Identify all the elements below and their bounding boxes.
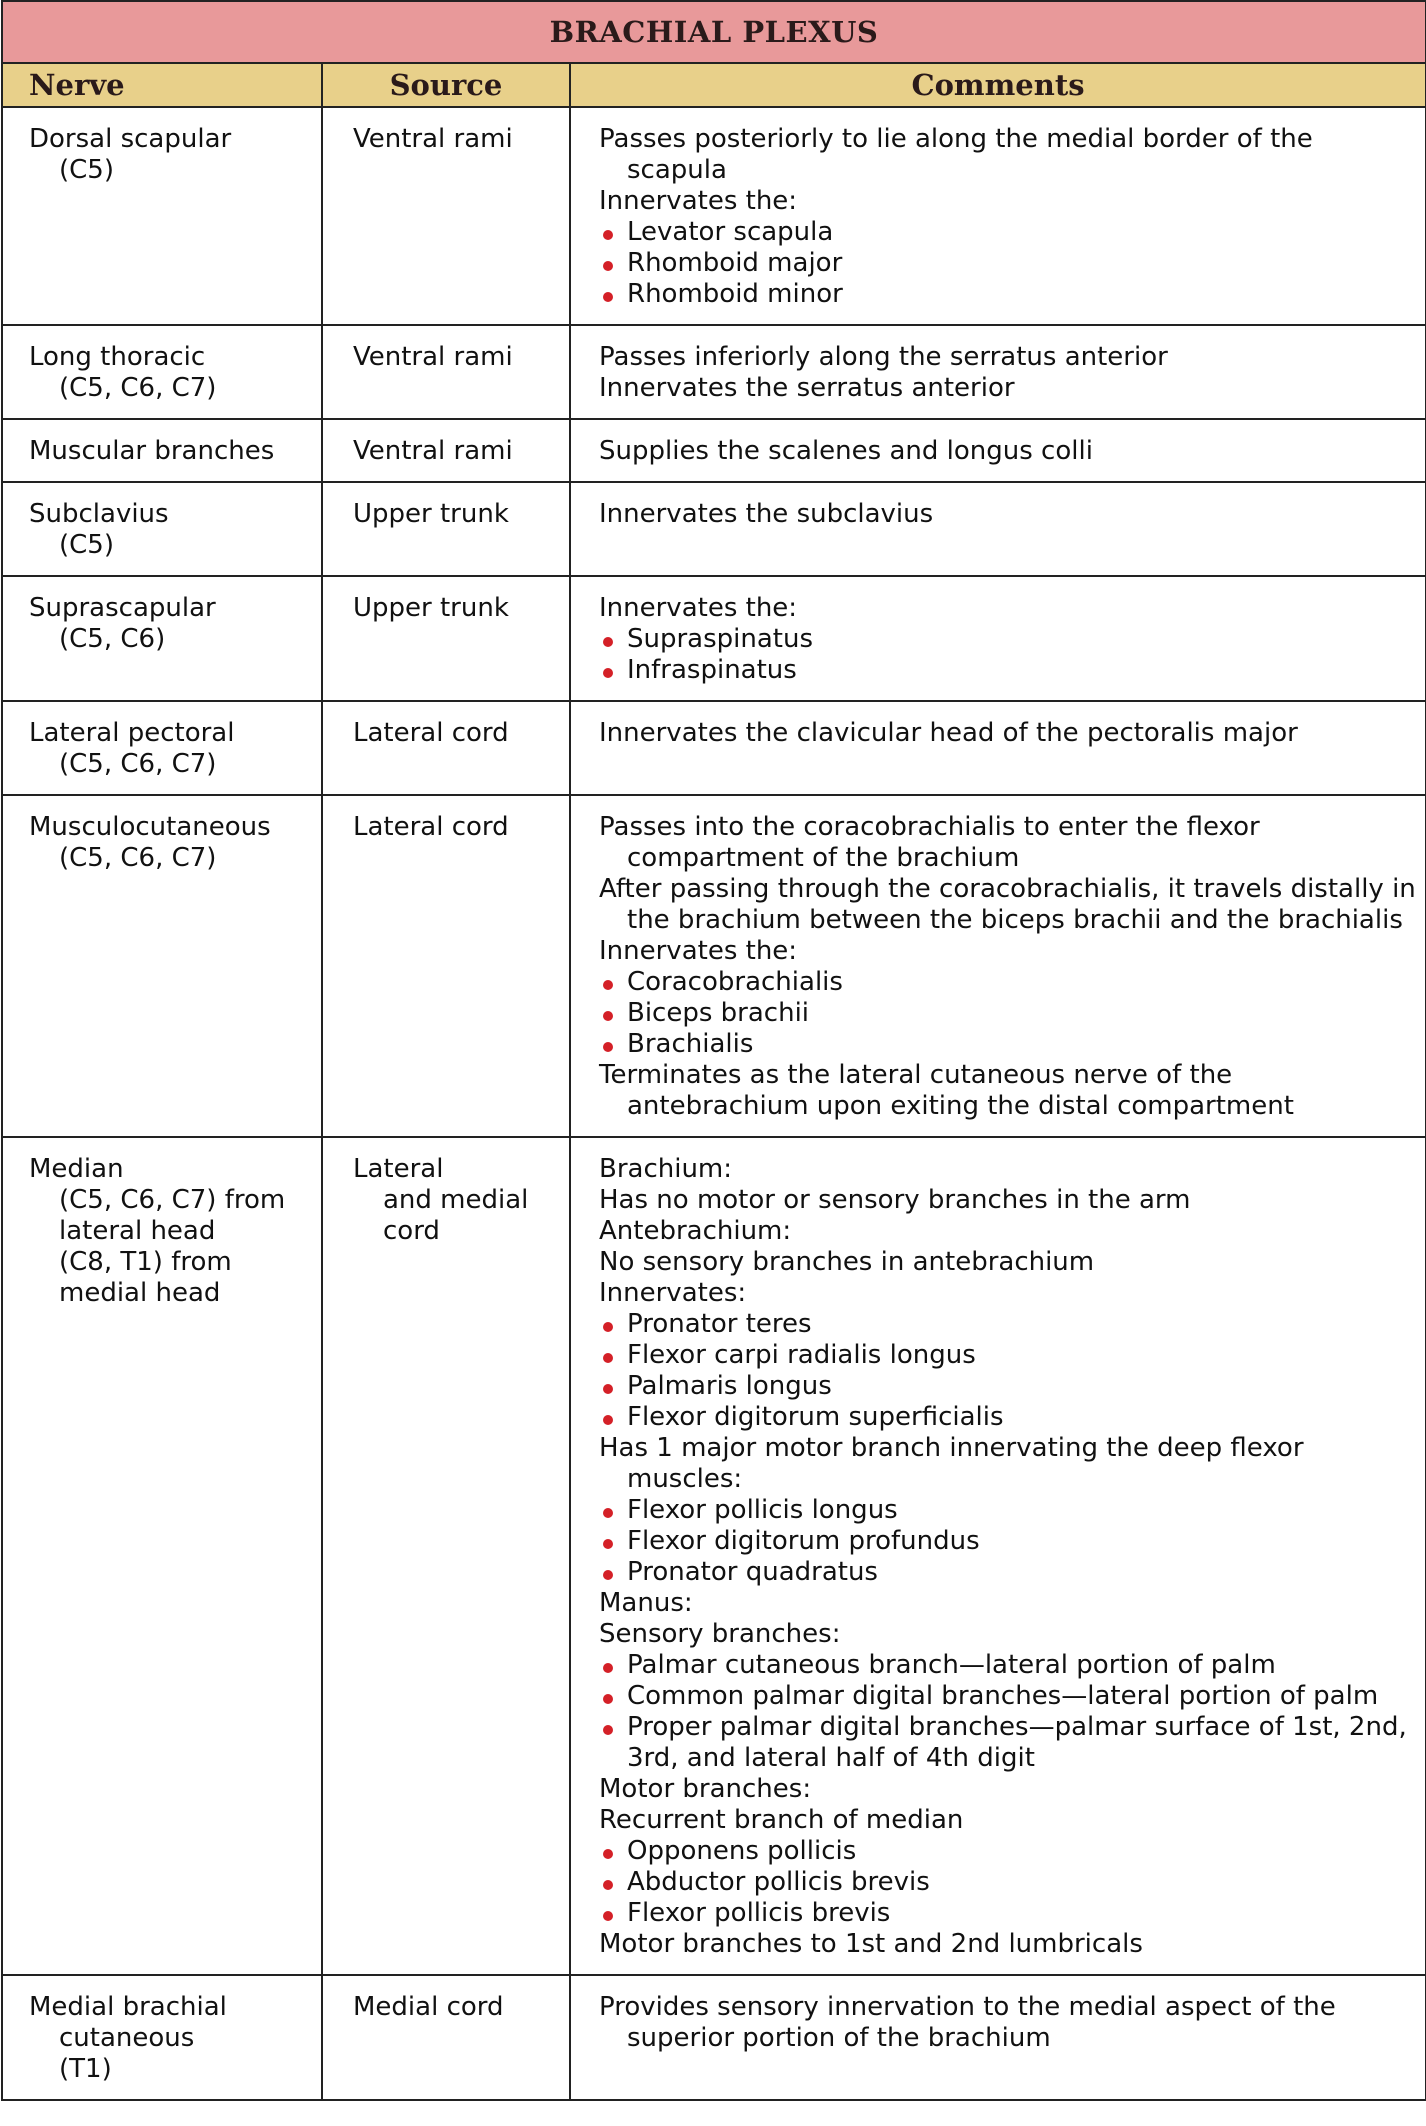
bullet-text: Pronator quadratus xyxy=(627,1557,878,1587)
nerve-line: (T1) xyxy=(59,2054,112,2084)
comment-line: Innervates the: xyxy=(599,593,798,623)
nerve-line: (C5) xyxy=(59,155,114,185)
source-cell xyxy=(322,482,570,576)
bullet-dot-icon xyxy=(603,1570,613,1580)
source-cell xyxy=(322,419,570,482)
nerve-cell xyxy=(2,1975,322,2100)
bullet-item xyxy=(599,1650,1419,1681)
nerve-cell xyxy=(2,701,322,795)
column-header-source: Source xyxy=(322,63,570,107)
bullet-dot-icon xyxy=(603,1725,613,1735)
bullet-text: Pronator teres xyxy=(627,1309,812,1339)
source-line: Medial cord xyxy=(353,1992,504,2022)
nerve-line: Long thoracic xyxy=(29,342,206,372)
bullet-item xyxy=(599,1836,1419,1867)
bullet-item xyxy=(599,1402,1419,1433)
bullet-dot-icon xyxy=(603,1911,613,1921)
comment-line: Innervates the clavicular head of the pectoralis major xyxy=(599,718,1298,748)
bullet-dot-icon xyxy=(603,637,613,647)
table-body xyxy=(2,107,1426,2100)
nerve-line: Lateral pectoral xyxy=(29,718,235,748)
comments-cell xyxy=(570,107,1426,325)
comments-cell xyxy=(570,576,1426,701)
bullet-item xyxy=(599,279,1419,310)
comment-line: Passes posteriorly to lie along the medial border of the scapula xyxy=(599,124,1313,185)
nerve-cell xyxy=(2,795,322,1137)
source-cell xyxy=(322,795,570,1137)
table-row xyxy=(2,107,1426,325)
bullet-text: Flexor carpi radialis longus xyxy=(627,1340,976,1370)
source-cell xyxy=(322,107,570,325)
comment-line: Supplies the scalenes and longus colli xyxy=(599,436,1093,466)
comment-line: Innervates the subclavius xyxy=(599,499,934,529)
bullet-dot-icon xyxy=(603,1011,613,1021)
bullet-item xyxy=(599,1029,1419,1060)
table-row xyxy=(2,795,1426,1137)
source-line: Ventral rami xyxy=(353,436,513,466)
comment-line: Antebrachium: xyxy=(599,1216,792,1246)
table-row xyxy=(2,1975,1426,2100)
bullet-text: Supraspinatus xyxy=(627,624,814,654)
comments-cell xyxy=(570,701,1426,795)
bullet-item xyxy=(599,1681,1419,1712)
nerve-cell xyxy=(2,107,322,325)
comment-line: Manus: xyxy=(599,1588,693,1618)
nerve-line: (C5, C6, C7) from lateral head xyxy=(59,1185,286,1246)
bullet-dot-icon xyxy=(603,1322,613,1332)
comment-line: Brachium: xyxy=(599,1154,733,1184)
comment-line: After passing through the coracobrachialis, it travels distally in the brachium between the biceps brachii and the brachialis xyxy=(599,874,1416,935)
comment-line: Passes into the coracobrachialis to enter the flexor compartment of the brachium xyxy=(599,812,1260,873)
nerve-cell xyxy=(2,482,322,576)
bullet-item xyxy=(599,1526,1419,1557)
comment-line: Innervates the serratus anterior xyxy=(599,373,1015,403)
nerve-line: Dorsal scapular xyxy=(29,124,232,154)
table-title: BRACHIAL PLEXUS xyxy=(2,1,1426,63)
nerve-line: (C5, C6, C7) xyxy=(59,843,217,873)
source-line: Lateral cord xyxy=(353,812,509,842)
comment-line: Innervates the: xyxy=(599,936,798,966)
bullet-text: Abductor pollicis brevis xyxy=(627,1867,930,1897)
comment-line: Innervates: xyxy=(599,1278,747,1308)
bullet-text: Common palmar digital branches—lateral portion of palm xyxy=(627,1681,1379,1711)
comment-line: Motor branches to 1st and 2nd lumbricals xyxy=(599,1929,1143,1959)
bullet-text: Rhomboid major xyxy=(627,248,843,278)
nerve-line: Subclavius xyxy=(29,499,169,529)
comment-line: Has no motor or sensory branches in the arm xyxy=(599,1185,1191,1215)
nerve-line: (C5, C6, C7) xyxy=(59,373,217,403)
bullet-item xyxy=(599,1309,1419,1340)
source-cell xyxy=(322,1975,570,2100)
nerve-line: (C5) xyxy=(59,530,114,560)
column-header-comments: Comments xyxy=(570,63,1426,107)
bullet-dot-icon xyxy=(603,668,613,678)
bullet-item xyxy=(599,1557,1419,1588)
bullet-dot-icon xyxy=(603,1694,613,1704)
source-cell xyxy=(322,1137,570,1975)
bullet-item xyxy=(599,624,1419,655)
comments-cell xyxy=(570,482,1426,576)
bullet-dot-icon xyxy=(603,1384,613,1394)
bullet-dot-icon xyxy=(603,1415,613,1425)
bullet-dot-icon xyxy=(603,1353,613,1363)
table-row xyxy=(2,482,1426,576)
bullet-item xyxy=(599,248,1419,279)
nerve-line: cutaneous xyxy=(59,2023,195,2053)
source-line: Lateral cord xyxy=(353,718,509,748)
nerve-line: (C5, C6) xyxy=(59,624,166,654)
bullet-text: Proper palmar digital branches—palmar surface of 1st, 2nd, 3rd, and lateral half of 4th digit xyxy=(627,1712,1407,1773)
comments-cell xyxy=(570,1137,1426,1975)
source-line: Upper trunk xyxy=(353,593,509,623)
bullet-item xyxy=(599,655,1419,686)
bullet-item xyxy=(599,1371,1419,1402)
bullet-text: Flexor digitorum profundus xyxy=(627,1526,980,1556)
bullet-dot-icon xyxy=(603,1042,613,1052)
bullet-item xyxy=(599,998,1419,1029)
nerve-line: Suprascapular xyxy=(29,593,216,623)
bullet-text: Biceps brachii xyxy=(627,998,810,1028)
comment-line: Innervates the: xyxy=(599,186,798,216)
bullet-text: Levator scapula xyxy=(627,217,834,247)
bullet-dot-icon xyxy=(603,261,613,271)
bullet-text: Palmar cutaneous branch—lateral portion of palm xyxy=(627,1650,1276,1680)
bullet-dot-icon xyxy=(603,980,613,990)
bullet-text: Flexor pollicis longus xyxy=(627,1495,898,1525)
nerve-cell xyxy=(2,419,322,482)
nerve-line: (C8, T1) from medial head xyxy=(59,1247,232,1308)
source-cell xyxy=(322,576,570,701)
nerve-line: Muscular branches xyxy=(29,436,275,466)
bullet-text: Infraspinatus xyxy=(627,655,797,685)
bullet-text: Palmaris longus xyxy=(627,1371,832,1401)
bullet-item xyxy=(599,1495,1419,1526)
table-row xyxy=(2,1137,1426,1975)
comments-cell xyxy=(570,795,1426,1137)
comment-line: Motor branches: xyxy=(599,1774,812,1804)
bullet-item xyxy=(599,1898,1419,1929)
bullet-item xyxy=(599,1712,1419,1774)
comment-line: Sensory branches: xyxy=(599,1619,841,1649)
table-row xyxy=(2,419,1426,482)
bullet-text: Opponens pollicis xyxy=(627,1836,857,1866)
source-cell xyxy=(322,701,570,795)
bullet-dot-icon xyxy=(603,1663,613,1673)
bullet-item xyxy=(599,1867,1419,1898)
nerve-line: Medial brachial xyxy=(29,1992,227,2022)
bullet-text: Flexor digitorum superficialis xyxy=(627,1402,1004,1432)
nerve-line: Median xyxy=(29,1154,124,1184)
table-row xyxy=(2,701,1426,795)
comment-line: Provides sensory innervation to the medial aspect of the superior portion of the brachium xyxy=(599,1992,1336,2053)
bullet-dot-icon xyxy=(603,1508,613,1518)
bullet-dot-icon xyxy=(603,1849,613,1859)
comment-line: Recurrent branch of median xyxy=(599,1805,964,1835)
bullet-item xyxy=(599,967,1419,998)
comment-line: Passes inferiorly along the serratus anterior xyxy=(599,342,1168,372)
bullet-dot-icon xyxy=(603,1539,613,1549)
bullet-text: Rhomboid minor xyxy=(627,279,843,309)
bullet-item xyxy=(599,217,1419,248)
bullet-dot-icon xyxy=(603,230,613,240)
comments-cell xyxy=(570,419,1426,482)
table-row xyxy=(2,576,1426,701)
comments-cell xyxy=(570,1975,1426,2100)
nerve-cell xyxy=(2,576,322,701)
source-line: Upper trunk xyxy=(353,499,509,529)
nerve-cell xyxy=(2,1137,322,1975)
bullet-text: Brachialis xyxy=(627,1029,754,1059)
brachial-plexus-table xyxy=(1,0,1426,2101)
source-line: and medial cord xyxy=(383,1185,529,1246)
comments-cell xyxy=(570,325,1426,419)
nerve-line: (C5, C6, C7) xyxy=(59,749,217,779)
bullet-text: Flexor pollicis brevis xyxy=(627,1898,891,1928)
comment-line: Has 1 major motor branch innervating the deep flexor muscles: xyxy=(599,1433,1304,1494)
bullet-dot-icon xyxy=(603,1880,613,1890)
source-line: Ventral rami xyxy=(353,342,513,372)
nerve-line: Musculocutaneous xyxy=(29,812,271,842)
bullet-text: Coracobrachialis xyxy=(627,967,843,997)
bullet-item xyxy=(599,1340,1419,1371)
source-line: Ventral rami xyxy=(353,124,513,154)
comment-line: Terminates as the lateral cutaneous nerve of the antebrachium upon exiting the distal compartment xyxy=(599,1060,1294,1121)
comment-line: No sensory branches in antebrachium xyxy=(599,1247,1095,1277)
source-cell xyxy=(322,325,570,419)
nerve-cell xyxy=(2,325,322,419)
table-row xyxy=(2,325,1426,419)
bullet-dot-icon xyxy=(603,292,613,302)
source-line: Lateral xyxy=(353,1154,444,1184)
column-header-nerve: Nerve xyxy=(2,63,322,107)
